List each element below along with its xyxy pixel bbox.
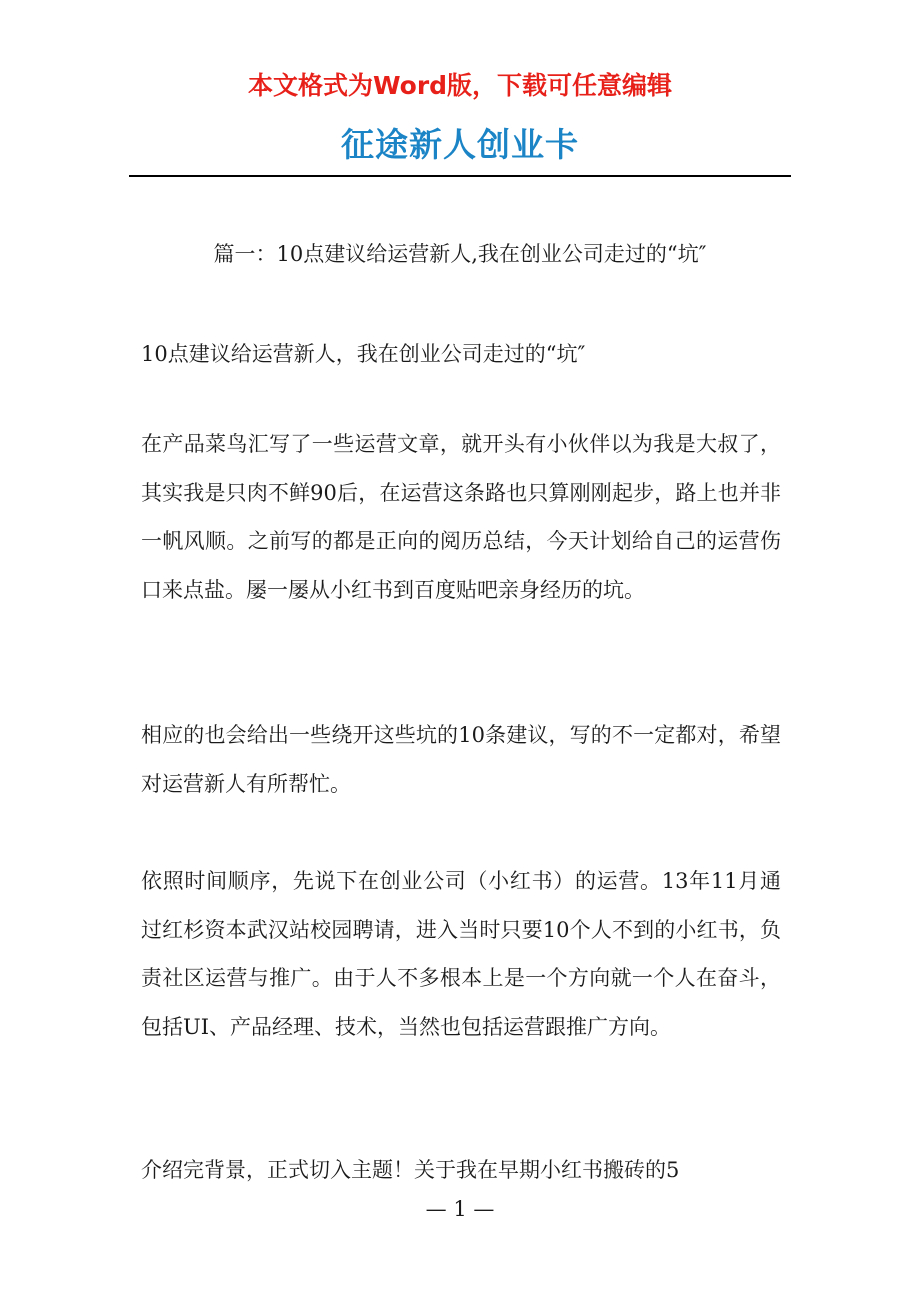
- title-divider: [129, 175, 791, 177]
- format-notice: 本文格式为Word版，下载可任意编辑: [247, 71, 673, 100]
- paragraph: 10点建议给运营新人，我在创业公司走过的“坑″: [141, 342, 586, 366]
- paragraph: 相应的也会给出一些绕开这些坑的10条建议，写的不一定都对，希望对运营新人有所帮忙。: [141, 723, 781, 796]
- paragraph: 介绍完背景，正式切入主题！关于我在早期小红书搬砖的5: [141, 1158, 680, 1182]
- section-heading: 篇一：10点建议给运营新人,我在创业公司走过的“坑″: [213, 242, 707, 266]
- page-number: — 1 —: [425, 1197, 495, 1221]
- document-title: 征途新人创业卡: [341, 125, 579, 164]
- paragraph: 在产品菜鸟汇写了一些运营文章，就开头有小伙伴以为我是大叔了，其实我是只肉不鲜90后，在运营这条路也只算刚刚起步，路上也并非一帆风顺。之前写的都是正向的阅历总结，今天计划给自己的运营伤口来点盐。屡一屡从小红书到百度贴吧亲身经历的坑。: [141, 432, 781, 602]
- paragraph: 依照时间顺序，先说下在创业公司（小红书）的运营。13年11月通过红杉资本武汉站校园聘请，进入当时只要10个人不到的小红书，负责社区运营与推广。由于人不多根本上是一个方向就一个人在奋斗，包括UI、产品经理、技术，当然也包括运营跟推广方向。: [141, 869, 781, 1039]
